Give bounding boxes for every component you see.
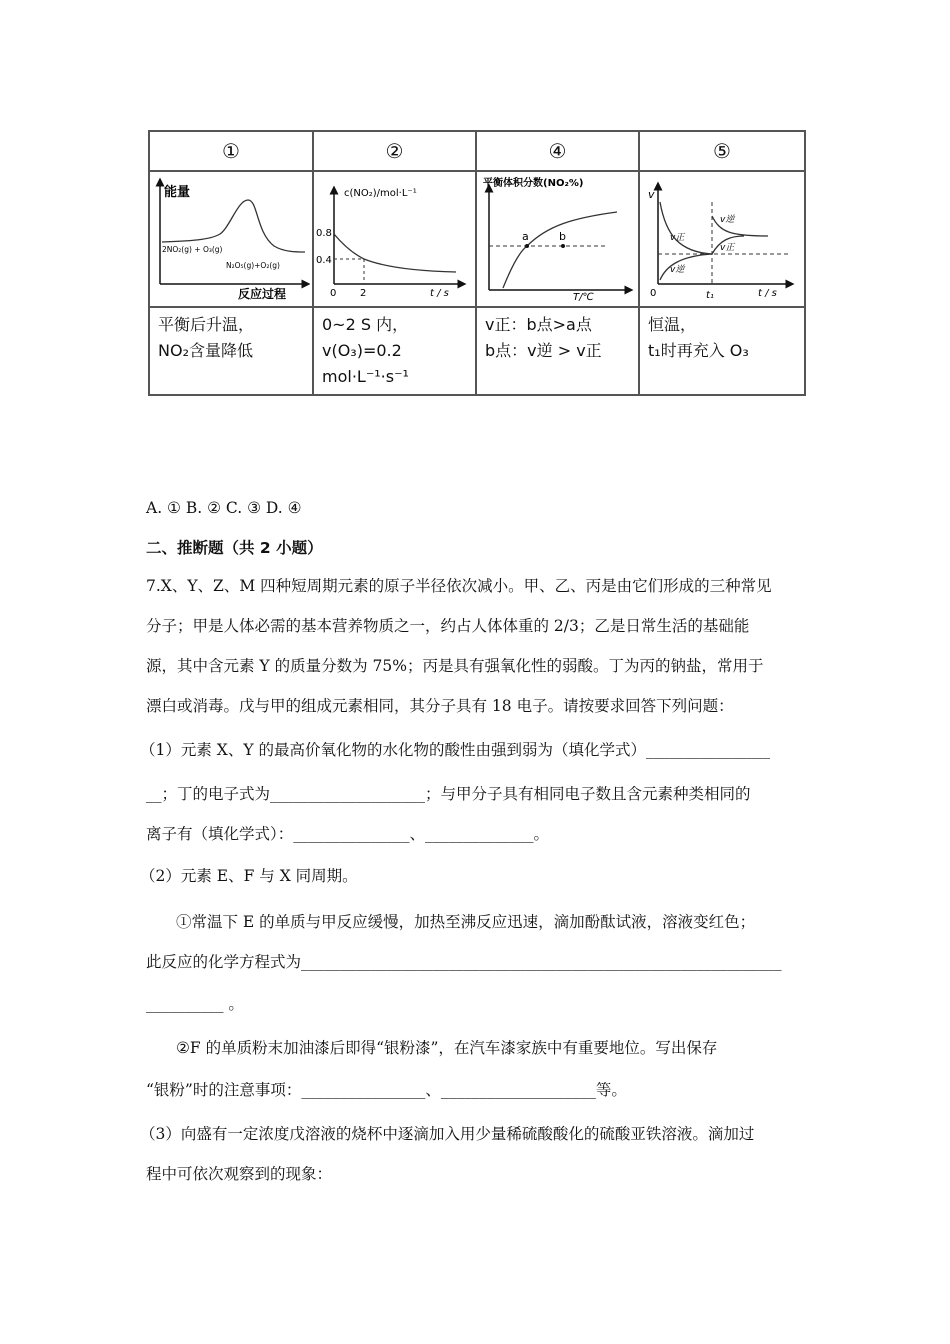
- panel-4-equilibrium-chart: [476, 171, 639, 307]
- point-a: [525, 244, 529, 248]
- point-b: [561, 244, 565, 248]
- v-forward-initial-curve: [660, 202, 712, 254]
- header-5: ⑤: [639, 131, 805, 171]
- q7-line-3: 源，其中含元素 Y 的质量分数为 75%；丙是具有强氧化性的弱酸。丁为丙的钠盐，常用于: [146, 657, 764, 675]
- q7-line-9: ①常温下 E 的单质与甲反应缓慢，加热至沸反应迅速，滴加酚酞试液，溶液变红色；: [176, 913, 756, 931]
- panel5-v-rev-top: v逆: [720, 215, 735, 225]
- panel5-ylabel: v: [648, 188, 655, 201]
- panel5-v-rev-left: v逆: [670, 265, 685, 275]
- figure-table: [148, 130, 806, 396]
- panel5-v-fwd-top: v正: [720, 243, 735, 253]
- header-1: ①: [149, 131, 313, 171]
- q7-line-15: 程中可依次观察到的现象：: [146, 1165, 333, 1183]
- panel5-t1: t₁: [706, 290, 714, 301]
- panel2-tick-2: 2: [360, 288, 367, 299]
- panel5-origin: 0: [650, 288, 657, 299]
- description-4: v正：b点>a点 b点：v逆 > v正: [476, 307, 639, 395]
- q7-line-12: ②F 的单质粉末加油漆后即得“银粉漆”，在汽车漆家族中有重要地位。写出保存: [176, 1039, 718, 1057]
- panel1-xlabel: 反应过程: [238, 287, 287, 301]
- section-title: 二、推断题（共 2 小题）: [146, 539, 323, 557]
- panel1-reactants: 2NO₂(g) + O₃(g): [162, 245, 223, 254]
- description-5: 恒温， t₁时再充入 O₃: [639, 307, 805, 395]
- panel4-ylabel: 平衡体积分数(NO₂%): [483, 178, 584, 189]
- panel5-xlabel: t / s: [758, 288, 777, 299]
- panel4-point-a-label: a: [522, 230, 529, 243]
- panel4-xlabel: T/℃: [573, 292, 594, 302]
- v-reverse-initial-curve: [660, 254, 712, 280]
- q7-line-7: 离子有（填化学式）：_______________、______________。: [146, 825, 550, 843]
- description-1: 平衡后升温， NO₂含量降低: [149, 307, 313, 395]
- q7-line-14: （3）向盛有一定浓度戊溶液的烧杯中逐滴加入用少量稀硫酸酸化的硫酸亚铁溶液。滴加过: [140, 1125, 755, 1143]
- panel-1-energy-diagram: [149, 171, 313, 307]
- panel2-origin: 0: [330, 288, 337, 299]
- q7-line-6: __；丁的电子式为____________________；与甲分子具有相同电子数且含元素种类相同的: [146, 785, 751, 803]
- equilibrium-curve: [503, 212, 617, 288]
- q7-line-1: 7.X、Y、Z、M 四种短周期元素的原子半径依次减小。甲、乙、丙是由它们形成的三种常见: [146, 577, 772, 595]
- q7-line-10: 此反应的化学方程式为______________________________________________________________: [146, 953, 782, 971]
- description-2: 0~2 S 内， v(O₃)=0.2 mol·L⁻¹·s⁻¹: [313, 307, 476, 395]
- panel1-ylabel: 能量: [164, 185, 191, 200]
- panel2-tick-04: 0.4: [316, 255, 332, 266]
- header-4: ④: [476, 131, 639, 171]
- answer-options: A. ① B. ② C. ③ D. ④: [146, 499, 302, 517]
- q7-line-2: 分子；甲是人体必需的基本营养物质之一，约占人体体重的 2/3；乙是日常生活的基础能: [146, 617, 750, 635]
- panel2-ylabel: c(NO₂)/mol·L⁻¹: [344, 188, 417, 199]
- header-2: ②: [313, 131, 476, 171]
- q7-line-5: （1）元素 X、Y 的最高价氧化物的水化物的酸性由强到弱为（填化学式）________________: [140, 741, 770, 759]
- panel2-tick-08: 0.8: [316, 228, 332, 239]
- panel5-v-fwd-left: v正: [670, 233, 685, 243]
- panel4-point-b-label: b: [559, 230, 566, 243]
- panel-5-rate-chart: [639, 171, 805, 307]
- q7-line-13: “银粉”时的注意事项：________________、____________________等。: [146, 1081, 627, 1099]
- panel-2-concentration-chart: [313, 171, 476, 307]
- q7-line-11: __________ 。: [146, 995, 244, 1013]
- q7-line-8: （2）元素 E、F 与 X 同周期。: [140, 867, 358, 885]
- concentration-curve: [334, 234, 456, 272]
- panel1-products: N₂O₅(g)+O₂(g): [226, 261, 280, 270]
- q7-line-4: 漂白或消毒。戊与甲的组成元素相同，其分子具有 18 电子。请按要求回答下列问题：: [146, 697, 734, 715]
- panel2-xlabel: t / s: [430, 288, 449, 299]
